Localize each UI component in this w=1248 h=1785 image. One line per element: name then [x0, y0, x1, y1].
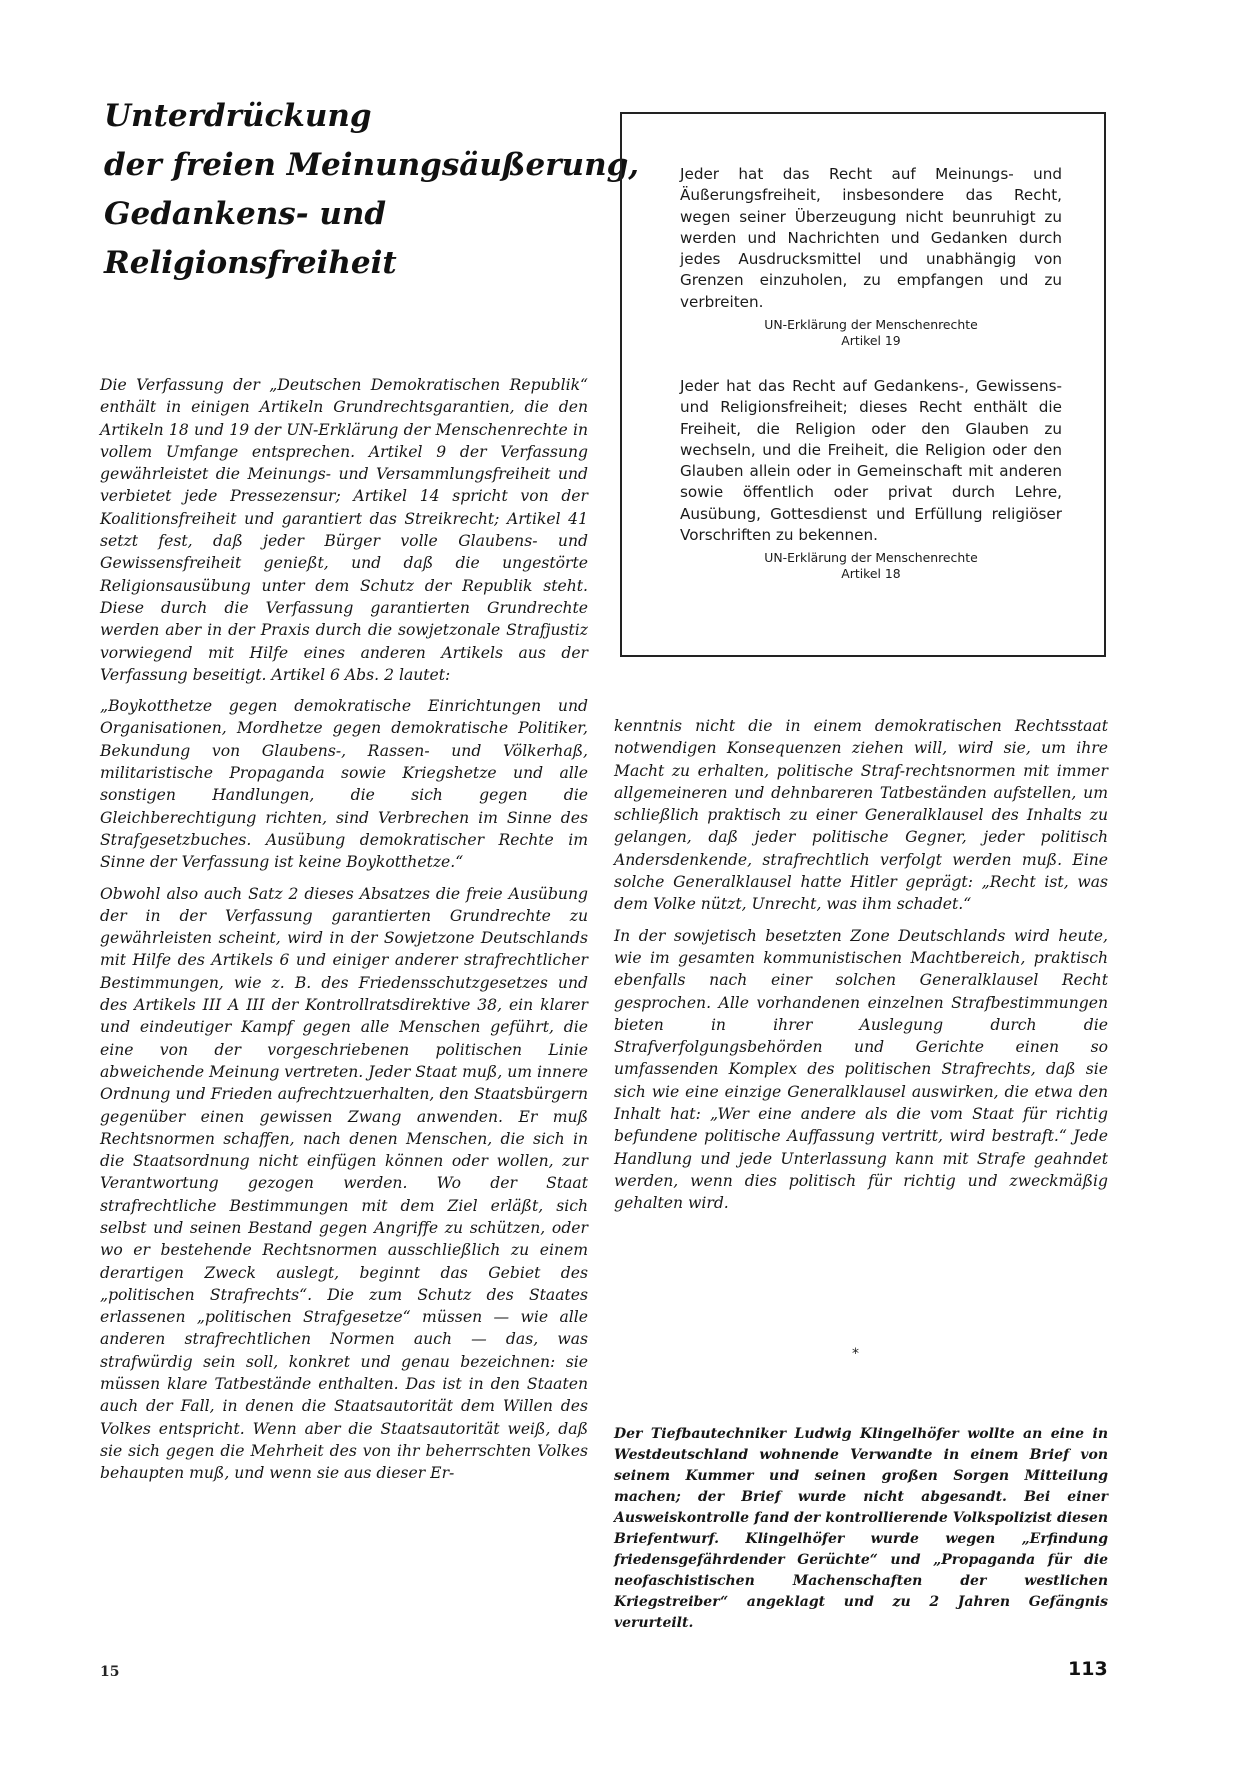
quote-source	[680, 550, 1062, 582]
title-line: Gedankens- und	[104, 196, 387, 232]
quote-text: Jeder hat das Recht auf Meinungs- und Äußerungsfreiheit, insbesondere das Recht, wegen seiner Überzeugung nicht beunruhigt zu werden und Nachrichten und Gedanken durch jedes Ausdrucksmittel und unabhängig von Grenzen einzuholen, zu empfangen und zu verbreiten.	[680, 165, 1062, 311]
article-title	[104, 92, 640, 288]
quote-source-title: UN-Erklärung der Menschenrechte	[764, 550, 978, 566]
quote-article-18	[680, 376, 1062, 582]
quote-box	[620, 112, 1106, 657]
body-paragraph: kenntnis nicht die in einem demokratischen Rechtsstaat notwendigen Konsequenzen ziehen will, wird sie, um ihre Macht zu erhalten, politische Straf-rechtsnormen mit immer allgemeineren und dehnbareren Tatbeständen aufstellen, um schließlich praktisch zu einer Generalklausel des Inhalts zu gelangen, daß jeder politische Gegner, jeder politisch Andersdenkende, strafrechtlich verfolgt werden muß. Eine solche Generalklausel hatte Hitler geprägt: „Recht ist, was dem Volke nützt, Unrecht, was ihm schadet.“	[614, 717, 1108, 914]
body-paragraph: Obwohl also auch Satz 2 dieses Absatzes die freie Ausübung der in der Verfassung garantierten Grundrechte zu gewährleisten scheint, wird in der Sowjetzone Deutschlands mit Hilfe des Artikels 6 und einiger anderer strafrechtlicher Bestimmungen, wie z. B. des Friedensschutzgesetzes und des Artikels III A III der Kontrollratsdirektive 38, ein klarer und eindeutiger Kampf gegen alle Menschen geführt, die eine von der vorgeschriebenen politischen Linie abweichende Meinung vertreten. Jeder Staat muß, um innere Ordnung und Frieden aufrechtzuerhalten, den Staatsbürgern gegenüber einen gewissen Zwang anwenden. Er muß Rechtsnormen schaffen, nach denen Menschen, die sich in die Staatsordnung nicht einfügen können oder wollen, zur Verantwortung gezogen werden. Wo der Staat strafrechtliche Bestimmungen mit dem Ziel erläßt, sich selbst und seinen Bestand gegen Angriffe zu schützen, oder wo er bestehende Rechtsnormen ausschließlich zu einem derartigen Zweck auslegt, beginnt das Gebiet des „politischen Strafrechts“. Die zum Schutz des Staates erlassenen „politischen Strafgesetze“ müssen — wie alle anderen strafrechtlichen Normen auch — das, was strafwürdig sein soll, konkret und genau bezeichnen: sie müssen klare Tatbestände enthalten. Das ist in den Staaten auch der Fall, in denen die Staatsautorität dem Willen des Volkes entspricht. Wenn aber die Staatsautorität weiß, daß sie sich gegen die Mehrheit des von ihr beherrschten Volkes behaupten muß, und wenn sie aus dieser Er-	[100, 884, 588, 1483]
body-paragraph: Die Verfassung der „Deutschen Demokratischen Republik“ enthält in einigen Artikeln Grundrechtsgarantien, die den Artikeln 18 und 19 der UN-Erklärung der Menschenrechte in vollem Umfange entsprechen. Artikel 9 der Verfassung gewährleistet die Meinungs- und Versammlungsfreiheit und verbietet jede Pressezensur; Artikel 14 spricht von der Koalitionsfreiheit und garantiert das Streikrecht; Artikel 41 setzt fest, daß jeder Bürger volle Glaubens- und Gewissensfreiheit genießt, und daß die ungestörte Religionsausübung unter dem Schutz der Republik steht. Diese durch die Verfassung garantierten Grundrechte werden aber in der Praxis durch die sowjetzonale Strafjustiz vorwiegend mit Hilfe eines anderen Artikels aus der Verfassung beseitigt. Artikel 6 Abs. 2 lautet:	[100, 376, 588, 684]
title-line: Religionsfreiheit	[104, 245, 397, 281]
section-separator: *	[852, 1346, 859, 1362]
case-note	[614, 1424, 1108, 1634]
quote-source	[680, 317, 1062, 349]
signature-number: 15	[100, 1664, 120, 1680]
left-column	[100, 374, 588, 1494]
title-line: der freien Meinungsäußerung,	[104, 147, 640, 183]
case-note-text: Der Tiefbautechniker Ludwig Klingelhöfer wollte an eine in Westdeutschland wohnende Verwandte in einem Brief von seinem Kummer und seinen großen Sorgen Mitteilung machen; der Brief wurde nicht abgesandt. Bei einer Ausweiskontrolle fand der kontrollierende Volkspolizist diesen Briefentwurf. Klingelhöfer wurde wegen „Erfindung friedensgefährdender Gerüchte“ und „Propaganda für die neofaschistischen Machenschaften der westlichen Kriegstreiber“ angeklagt und zu 2 Jahren Gefängnis verurteilt.	[614, 1426, 1108, 1631]
quote-source-article: Artikel 18	[841, 566, 901, 582]
quote-article-19	[680, 164, 1062, 349]
title-line: Unterdrückung	[104, 98, 372, 134]
quote-source-article: Artikel 19	[841, 333, 901, 349]
quote-source-title: UN-Erklärung der Menschenrechte	[764, 317, 978, 333]
right-column	[614, 715, 1108, 1224]
page-number: 113	[1068, 1658, 1108, 1680]
body-paragraph: In der sowjetisch besetzten Zone Deutschlands wird heute, wie im gesamten kommunistischen Machtbereich, praktisch ebenfalls nach einer solchen Generalklausel Recht gesprochen. Alle vorhandenen einzelnen Strafbestimmungen bieten in ihrer Auslegung durch die Strafverfolgungsbehörden und Gerichte einen so umfassenden Komplex des politischen Strafrechts, daß sie sich wie eine einzige Generalklausel auswirken, die etwa den Inhalt hat: „Wer eine andere als die vom Staat für richtig befundene politische Auffassung vertritt, wird bestraft.“ Jede Handlung und jede Unterlassung kann mit Strafe geahndet werden, wenn dies politisch für richtig und zweckmäßig gehalten wird.	[614, 926, 1108, 1213]
quote-text: Jeder hat das Recht auf Gedankens-, Gewissens- und Religionsfreiheit; dieses Recht enthält die Freiheit, die Religion oder den Glauben zu wechseln, und die Freiheit, die Religion oder den Glauben allein oder in Gemeinschaft mit anderen sowie öffentlich oder privat durch Lehre, Ausübung, Gottesdienst und Erfüllung religiöser Vorschriften zu bekennen.	[680, 377, 1062, 545]
quoted-paragraph: „Boykotthetze gegen demokratische Einrichtungen und Organisationen, Mordhetze gegen demokratische Politiker, Bekundung von Glaubens-, Rassen- und Völkerhaß, militaristische Propaganda sowie Kriegshetze und alle sonstigen Handlungen, die sich gegen die Gleichberechtigung richten, sind Verbrechen im Sinne des Strafgesetzbuches. Ausübung demokratischer Rechte im Sinne der Verfassung ist keine Boykotthetze.“	[100, 697, 588, 872]
